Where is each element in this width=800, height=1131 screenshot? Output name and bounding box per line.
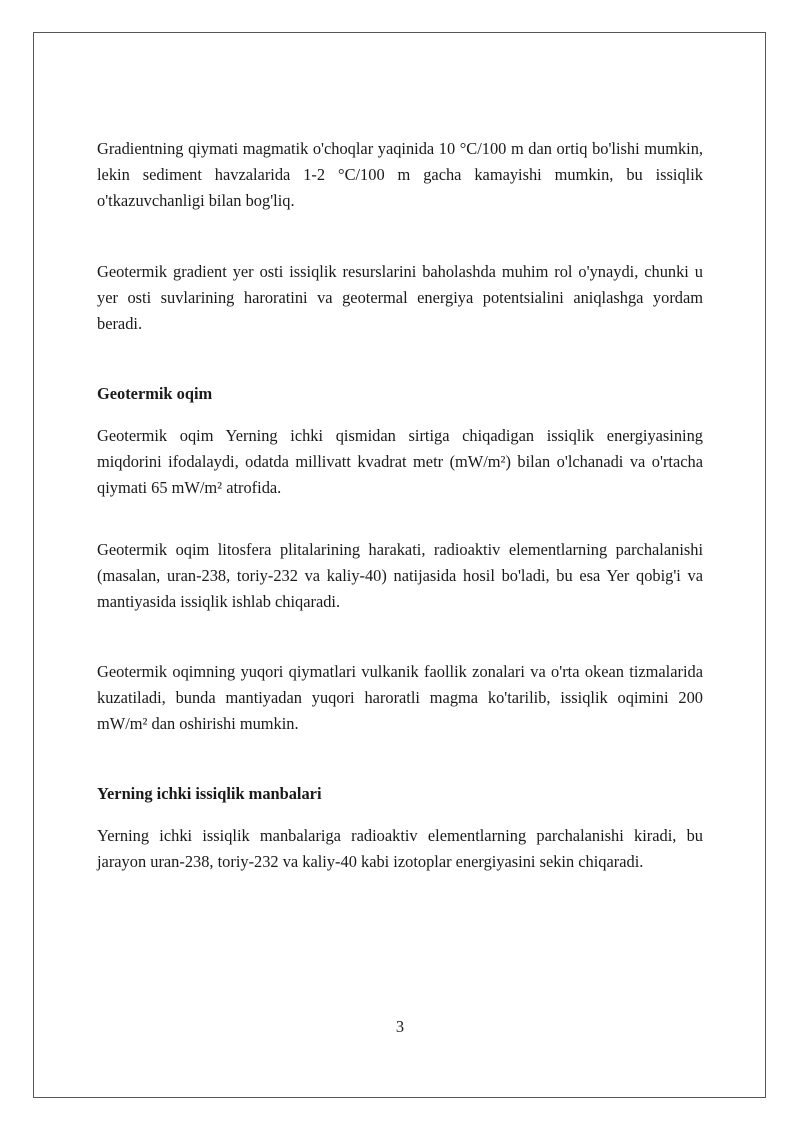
paragraph: Gradientning qiymati magmatik o'choqlar yaqinida 10 °C/100 m dan ortiq bo'lishi mumkin, lekin sediment havzalarida 1-2 °C/100 m gacha kamayishi mumkin, bu issiqlik o'tkazuvchanligi bilan bog'liq. (97, 139, 703, 210)
paragraph: Geotermik oqim Yerning ichki qismidan sirtiga chiqadigan issiqlik energiyasining miqdorini ifodalaydi, odatda millivatt kvadrat metr (mW/m²) bilan o'lchanadi va o'rtacha qiymati 65 mW/m² atrofida. (97, 426, 703, 497)
section-heading: Geotermik oqim (97, 384, 213, 403)
paragraph: Geotermik gradient yer osti issiqlik resurslarini baholashda muhim rol o'ynaydi, chunki u yer osti suvlarining haroratini va geotermal energiya potentsialini aniqlashga yordam beradi. (97, 262, 703, 333)
paragraph: Geotermik oqim litosfera plitalarining harakati, radioaktiv elementlarning parchalanishi (masalan, uran-238, toriy-232 va kaliy-40) natijasida hosil bo'ladi, bu esa Yer qobig'i va mantiyasida issiqlik ishlab chiqaradi. (97, 540, 703, 611)
paragraph: Yerning ichki issiqlik manbalariga radioaktiv elementlarning parchalanishi kiradi, bu jarayon uran-238, toriy-232 va kaliy-40 kabi izotoplar energiyasini sekin chiqaradi. (97, 826, 703, 871)
page-number: 3 (395, 1017, 405, 1036)
section-heading: Yerning ichki issiqlik manbalari (97, 784, 322, 803)
paragraph: Geotermik oqimning yuqori qiymatlari vulkanik faollik zonalari va o'rta okean tizmalarida kuzatiladi, bunda mantiyadan yuqori haroratli magma ko'tarilib, issiqlik oqimini 200 mW/m² dan oshirishi mumkin. (97, 662, 703, 733)
